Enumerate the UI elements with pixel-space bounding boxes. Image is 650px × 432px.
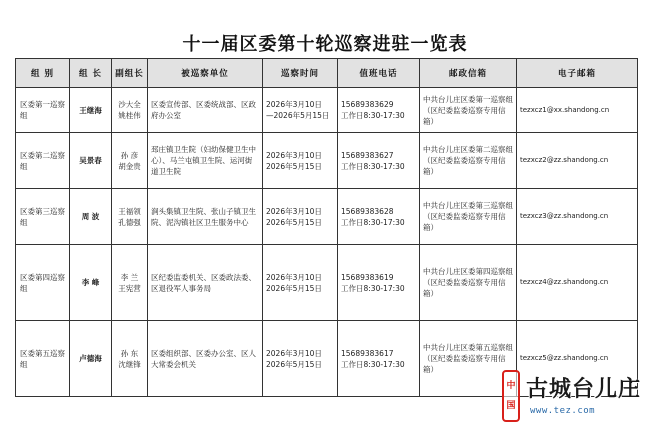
site-watermark	[502, 368, 642, 426]
phone-cell	[338, 133, 420, 189]
watermark-text: 古城台儿庄	[526, 377, 642, 402]
deputy-name: 李 兰	[120, 272, 139, 282]
deputy-name: 沙大全	[118, 100, 141, 109]
header-deputy: 副组长	[112, 59, 148, 88]
header-leader: 组 长	[70, 59, 112, 88]
deputy-name: 胡金贵	[118, 161, 141, 171]
leader-cell: 王继海	[70, 88, 112, 133]
group-cell: 区委第一巡察组	[16, 88, 70, 133]
email-cell: tezxcz2@zz.shandong.cn	[517, 133, 638, 189]
header-mail: 邮政信箱	[420, 59, 517, 88]
time-cell	[263, 245, 338, 321]
leader-cell: 卢德海	[70, 321, 112, 397]
page-title: 十一届区委第十轮巡察进驻一览表	[182, 34, 468, 55]
time-cell	[263, 88, 338, 133]
time-end: 2026年5月15日	[266, 217, 322, 227]
group-cell: 区委第五巡察组	[16, 321, 70, 397]
leader-cell: 周 波	[70, 189, 112, 245]
table-row	[16, 189, 638, 245]
deputy-name: 孔德强	[118, 217, 141, 227]
time-start: 2026年3月10日	[266, 348, 322, 358]
phone-hours: 工作日8:30-17:30	[341, 359, 405, 369]
mail-cell: 中共台儿庄区委第五巡察组（区纪委监委巡察专用信箱）	[420, 321, 517, 397]
time-cell	[263, 189, 338, 245]
mail-cell: 中共台儿庄区委第三巡察组（区纪委监委巡察专用信箱）	[420, 189, 517, 245]
unit-cell: 区委组织部、区委办公室、区人大常委会机关	[148, 321, 263, 397]
email-cell: tezxcz5@zz.shandong.cn	[517, 321, 638, 397]
header-phone: 值班电话	[338, 59, 420, 88]
seal-char: 国	[506, 400, 516, 411]
watermark-url: www.tez.com	[530, 406, 596, 416]
phone-cell	[338, 88, 420, 133]
header-time: 巡察时间	[263, 59, 338, 88]
unit-cell: 邳庄镇卫生院（妇幼保健卫生中心）、马兰屯镇卫生院、运河街道卫生院	[148, 133, 263, 189]
deputy-name: 孙 彦	[120, 150, 139, 160]
leader-cell: 李 峰	[70, 245, 112, 321]
table-row	[16, 88, 638, 133]
phone-hours: 工作日8:30-17:30	[341, 111, 405, 120]
unit-cell: 涧头集镇卫生院、张山子镇卫生院、泥沟镇社区卫生服务中心	[148, 189, 263, 245]
inspection-table	[15, 58, 638, 397]
leader-cell: 吴景春	[70, 133, 112, 189]
deputy-cell	[112, 88, 148, 133]
phone-number: 15689383619	[341, 272, 394, 282]
time-end: —2026年5月15日	[266, 111, 330, 120]
table-row	[16, 133, 638, 189]
phone-hours: 工作日8:30-17:30	[341, 217, 405, 227]
deputy-name: 姚桂伟	[118, 111, 141, 120]
deputy-name: 沈继锋	[118, 359, 141, 369]
phone-number: 15689383628	[341, 206, 394, 216]
group-cell: 区委第三巡察组	[16, 189, 70, 245]
phone-hours: 工作日8:30-17:30	[341, 161, 405, 171]
unit-cell: 区纪委监委机关、区委政法委、区退役军人事务局	[148, 245, 263, 321]
time-start: 2026年3月10日	[266, 150, 322, 160]
mail-cell: 中共台儿庄区委第一巡察组（区纪委监委巡察专用信箱）	[420, 88, 517, 133]
group-cell: 区委第四巡察组	[16, 245, 70, 321]
table-header-row	[16, 59, 638, 88]
phone-number: 15689383629	[341, 100, 394, 109]
time-start: 2026年3月10日	[266, 272, 322, 282]
mail-cell: 中共台儿庄区委第二巡察组（区纪委监委巡察专用信箱）	[420, 133, 517, 189]
time-start: 2026年3月10日	[266, 100, 322, 109]
deputy-cell	[112, 189, 148, 245]
phone-number: 15689383627	[341, 150, 394, 160]
time-start: 2026年3月10日	[266, 206, 322, 216]
deputy-name: 孙 东	[120, 348, 139, 358]
time-end: 2026年5月15日	[266, 283, 322, 293]
email-cell: tezxcz4@zz.shandong.cn	[517, 245, 638, 321]
time-cell	[263, 321, 338, 397]
phone-number: 15689383617	[341, 348, 394, 358]
deputy-cell	[112, 321, 148, 397]
unit-cell: 区委宣传部、区委统战部、区政府办公室	[148, 88, 263, 133]
header-email: 电子邮箱	[517, 59, 638, 88]
seal-char: 中	[506, 381, 516, 392]
time-end: 2026年5月15日	[266, 161, 322, 171]
mail-cell: 中共台儿庄区委第四巡察组（区纪委监委巡察专用信箱）	[420, 245, 517, 321]
header-unit: 被巡察单位	[148, 59, 263, 88]
email-cell: tezxcz1@xx.shandong.cn	[517, 88, 638, 133]
header-group: 组 别	[16, 59, 70, 88]
time-end: 2026年5月15日	[266, 359, 322, 369]
phone-cell	[338, 245, 420, 321]
deputy-name: 王宪营	[118, 283, 141, 293]
phone-hours: 工作日8:30-17:30	[341, 283, 405, 293]
china-seal-icon	[502, 370, 520, 422]
phone-cell	[338, 321, 420, 397]
deputy-cell	[112, 245, 148, 321]
time-cell	[263, 133, 338, 189]
deputy-name: 王福领	[118, 206, 141, 216]
deputy-cell	[112, 133, 148, 189]
table-row	[16, 245, 638, 321]
phone-cell	[338, 189, 420, 245]
email-cell: tezxcz3@zz.shandong.cn	[517, 189, 638, 245]
group-cell: 区委第二巡察组	[16, 133, 70, 189]
